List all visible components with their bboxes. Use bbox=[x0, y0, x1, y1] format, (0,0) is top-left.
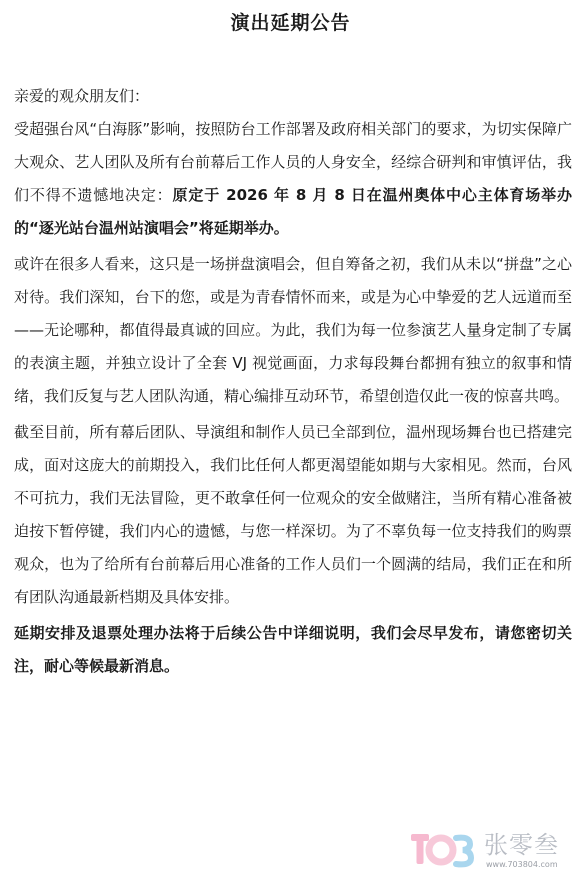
paragraph-preparation: 或许在很多人看来，这只是一场拼盘演唱会，但自筹备之初，我们从未以“拼盘”之心对待。我们深知，台下的您，或是为青春情怀而来，或是为心中挚爱的艺人远道而至——无论哪种，都值得最真诚的回应。为此，我们为每一位参演艺人量身定制了专属的表演主题，并独立设计了全套 VJ 视觉画面，力求每段舞台都拥有独立的叙事和情绪，我们反复与艺人团队沟通，精心编排互动环节，希望创造仅此一夜的惊喜共鸣。 bbox=[14, 255, 572, 405]
paragraph-status: 截至目前，所有幕后团队、导演组和制作人员已全部到位，温州现场舞台也已搭建完成，面对这庞大的前期投入，我们比任何人都更渴望能如期与大家相见。然而，台风不可抗力，我们无法冒险，更不敢拿任何一位观众的安全做赌注，当所有精心准备被迫按下暂停键，我们内心的遗憾，与您一样深切。为了不辜负每一位支持我们的购票观众，也为了给所有台前幕后用心准备的工作人员们一个圆满的结局，我们正在和所有团队沟通最新档期及具体安排。 bbox=[14, 423, 572, 606]
tob-logo-icon bbox=[410, 830, 474, 870]
paragraph-refund-notice: 延期安排及退票处理办法将于后续公告中详细说明，我们会尽早发布，请您密切关注，耐心等候最新消息。 bbox=[14, 624, 572, 675]
watermark-name: 张零叁 bbox=[484, 831, 559, 859]
notice-text: 受超强台风“白海豚”影响，按照防台工作部署及政府相关部门的要求，为切实保障广大观众、艺人团队及所有台前幕后工作人员的人身安全，经综合研判和审慎评估，我们不得不遗憾地决定： bbox=[14, 120, 572, 204]
postpone-decision: 原定于 2026 年 8 月 8 日在温州奥体中心主体育场举办的“逐光站台温州站演唱会”将延期举办。 bbox=[14, 186, 572, 237]
watermark-url: www.703804.com bbox=[486, 860, 558, 869]
page-title: 演出延期公告 bbox=[230, 12, 351, 34]
paragraph-notice bbox=[14, 113, 572, 245]
greeting: 亲爱的观众朋友们： bbox=[14, 87, 150, 105]
watermark-logo bbox=[410, 830, 580, 876]
announcement-body bbox=[14, 80, 572, 686]
